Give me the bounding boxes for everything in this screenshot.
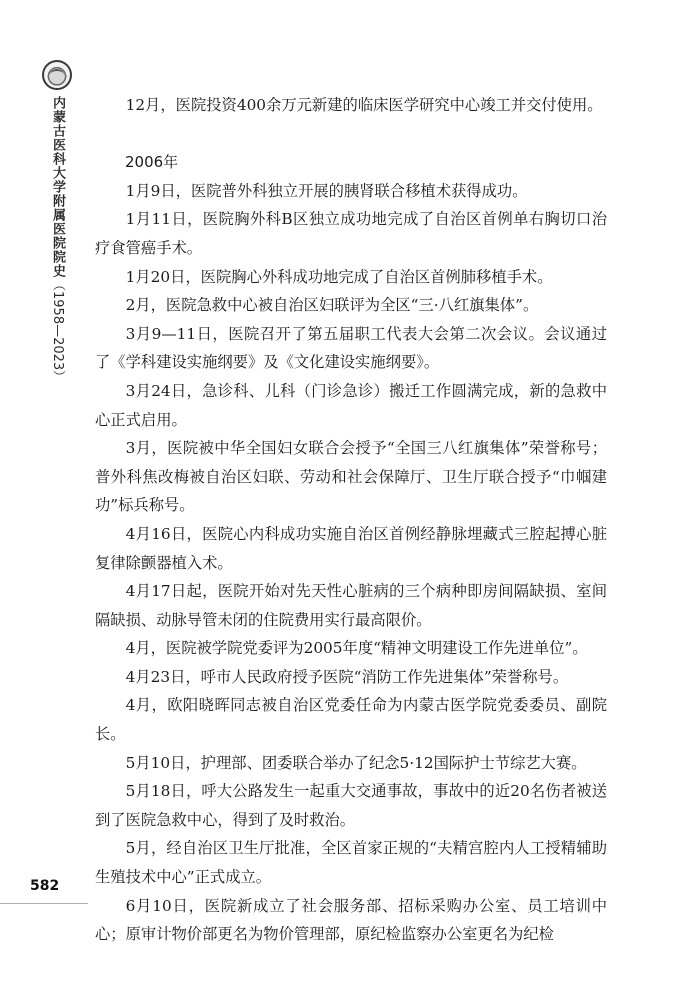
chronicle-entry: 1月11日，医院胸外科B区独立成功地完成了自治区首例单右胸切口治疗食管癌手术。 <box>95 210 607 257</box>
chronicle-entry: 12月，医院投资400余万元新建的临床医学研究中心竣工并交付使用。 <box>125 96 603 114</box>
year-heading: 2006年 <box>125 153 179 172</box>
year-range: （1958—2023） <box>50 278 65 384</box>
chronicle-entry: 3月24日，急诊科、儿科（门诊急诊）搬迁工作圆满完成，新的急救中心正式启用。 <box>95 381 607 429</box>
chronicle-entry: 5月18日，呼大公路发生一起重大交通事故，事故中的近20名伤者被送到了医院急救中心，得到了及时救治。 <box>95 782 607 829</box>
chronicle-entry: 3月9—11日，医院召开了第五届职工代表大会第二次会议。会议通过了《学科建设实施纲要》及《文化建设实施纲要》。 <box>95 324 607 372</box>
page-body <box>95 91 607 949</box>
chronicle-entry: 1月20日，医院胸心外科成功地完成了自治区首例肺移植手术。 <box>125 267 553 286</box>
chronicle-entry: 4月，医院被学院党委评为2005年度“精神文明建设工作先进单位”。 <box>125 639 588 658</box>
book-title: 内蒙古医科大学附属医院院史 <box>50 96 65 278</box>
chronicle-entry: 4月16日，医院心内科成功实施自治区首例经静脉埋藏式三腔起搏心脏复律除颤器植入术。 <box>95 524 607 572</box>
chronicle-entry: 1月9日，医院普外科独立开展的胰肾联合移植术获得成功。 <box>125 181 528 200</box>
chronicle-entry: 5月10日，护理部、团委联合举办了纪念5·12国际护士节综艺大赛。 <box>125 753 587 772</box>
page-number: 582 <box>30 878 60 894</box>
chronicle-entry: 2月，医院急救中心被自治区妇联评为全区“三·八红旗集体”。 <box>125 296 539 315</box>
chronicle-entry: 3月，医院被中华全国妇女联合会授予“全国三八红旗集体”荣誉称号；普外科焦改梅被自治区妇联、劳动和社会保障厅、卫生厅联合授予“巾帼建功”标兵称号。 <box>95 439 607 515</box>
university-emblem-icon <box>42 60 72 90</box>
side-strip <box>0 0 88 983</box>
chronicle-entry: 4月23日，呼市人民政府授予医院“消防工作先进集体”荣誉称号。 <box>125 667 569 686</box>
chronicle-entry: 4月，欧阳晓晖同志被自治区党委任命为内蒙古医学院党委委员、副院长。 <box>95 696 607 744</box>
chronicle-entry: 6月10日，医院新成立了社会服务部、招标采购办公室、员工培训中心；原审计物价部更名为物价管理部，原纪检监察办公室更名为纪检 <box>95 896 607 944</box>
chronicle-entry: 5月，经自治区卫生厅批准，全区首家正规的“夫精宫腔内人工授精辅助生殖技术中心”正式成立。 <box>95 839 607 887</box>
running-head <box>47 96 67 383</box>
page-number-rule <box>0 903 88 904</box>
chronicle-entry: 4月17日起，医院开始对先天性心脏病的三个病种即房间隔缺损、室间隔缺损、动脉导管未闭的住院费用实行最高限价。 <box>95 582 607 629</box>
